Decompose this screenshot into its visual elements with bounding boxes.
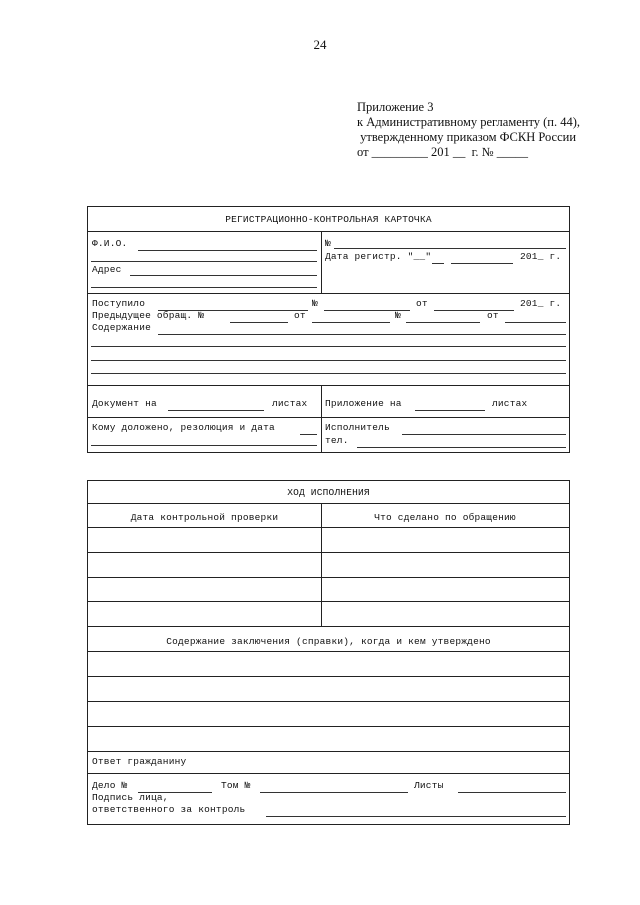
prev-no-label-2: № — [395, 310, 401, 321]
pages-label: Листы — [414, 780, 444, 791]
fio-field-line-2[interactable] — [91, 261, 317, 262]
executor-field[interactable] — [402, 434, 566, 435]
content-label: Содержание — [92, 322, 152, 333]
card-title: РЕГИСТРАЦИОННО-КОНТРОЛЬНАЯ КАРТОЧКА — [225, 214, 432, 225]
prev-from-label-2: от — [487, 310, 499, 321]
content-line-3[interactable] — [91, 360, 566, 361]
prev-no-field[interactable] — [230, 322, 288, 323]
fio-label: Ф.И.О. — [92, 238, 128, 249]
document-sheets-field[interactable] — [168, 410, 264, 411]
prev-date-field[interactable] — [312, 322, 390, 323]
appendix-line-3: утвержденному приказом ФСКН России — [357, 130, 577, 144]
content-line-4[interactable] — [91, 373, 566, 374]
prev-label: Предыдущее обращ. № — [92, 310, 205, 321]
signature-field[interactable] — [266, 816, 566, 817]
appendix-header — [357, 100, 580, 160]
document-label: Документ на — [92, 398, 157, 409]
prev-from-label: от — [294, 310, 306, 321]
page-number: 24 — [313, 37, 327, 52]
answer-label: Ответ гражданину — [92, 756, 187, 767]
case-label: Дело № — [92, 780, 128, 791]
progress-title: ХОД ИСПОЛНЕНИЯ — [287, 487, 370, 498]
received-no-label: № — [312, 298, 318, 309]
attachment-label: Приложение на — [325, 398, 402, 409]
prev-date-field-2[interactable] — [505, 322, 566, 323]
address-field[interactable] — [130, 275, 317, 276]
table-row — [88, 601, 569, 602]
number-label: № — [325, 238, 331, 249]
received-label: Поступило — [92, 298, 146, 309]
address-field-line-2[interactable] — [91, 287, 317, 288]
reg-month-field[interactable] — [451, 263, 513, 264]
appendix-line-4: от _________ 201 __ г. № _____ — [357, 145, 528, 159]
document-sheets-label: листах — [272, 398, 308, 409]
reg-date-label: Дата регистр. "__" — [325, 251, 432, 262]
col-check-date: Дата контрольной проверки — [130, 512, 279, 523]
prev-no-field-2[interactable] — [406, 322, 480, 323]
content-field[interactable] — [158, 334, 566, 335]
reported-label: Кому доложено, резолюция и дата — [92, 422, 275, 433]
attachment-sheets-field[interactable] — [415, 410, 485, 411]
pages-field[interactable] — [458, 792, 566, 793]
reported-field-line-2[interactable] — [91, 445, 317, 446]
volume-label: Том № — [221, 780, 251, 791]
table-row — [88, 577, 569, 578]
content-line-2[interactable] — [91, 346, 566, 347]
reported-field[interactable] — [300, 434, 317, 435]
table-row — [88, 726, 569, 727]
signature-label-2: ответственного за контроль — [92, 804, 246, 815]
table-row — [88, 552, 569, 553]
reg-year-label: 201_ г. — [520, 251, 562, 262]
appendix-line-1: Приложение 3 — [357, 100, 434, 114]
registration-card — [87, 206, 570, 453]
executor-label: Исполнитель — [325, 422, 390, 433]
col-what-done: Что сделано по обращению — [374, 512, 516, 523]
table-row — [88, 701, 569, 702]
phone-field[interactable] — [357, 447, 566, 448]
volume-field[interactable] — [260, 792, 408, 793]
progress-table — [87, 480, 570, 825]
attachment-sheets-label: листах — [492, 398, 528, 409]
received-from-label: от — [416, 298, 428, 309]
table-row — [88, 676, 569, 677]
number-field[interactable] — [334, 248, 566, 249]
phone-label: тел. — [325, 435, 349, 446]
received-date-field[interactable] — [434, 310, 514, 311]
conclusion-header: Содержание заключения (справки), когда и кем утверждено — [166, 636, 491, 647]
signature-label-1: Подпись лица, — [92, 792, 169, 803]
received-year-label: 201_ г. — [520, 298, 562, 309]
reg-day-field[interactable] — [432, 263, 444, 264]
fio-field[interactable] — [138, 250, 317, 251]
appendix-line-2: к Административному регламенту (п. 44), — [357, 115, 581, 129]
address-label: Адрес — [92, 264, 122, 275]
